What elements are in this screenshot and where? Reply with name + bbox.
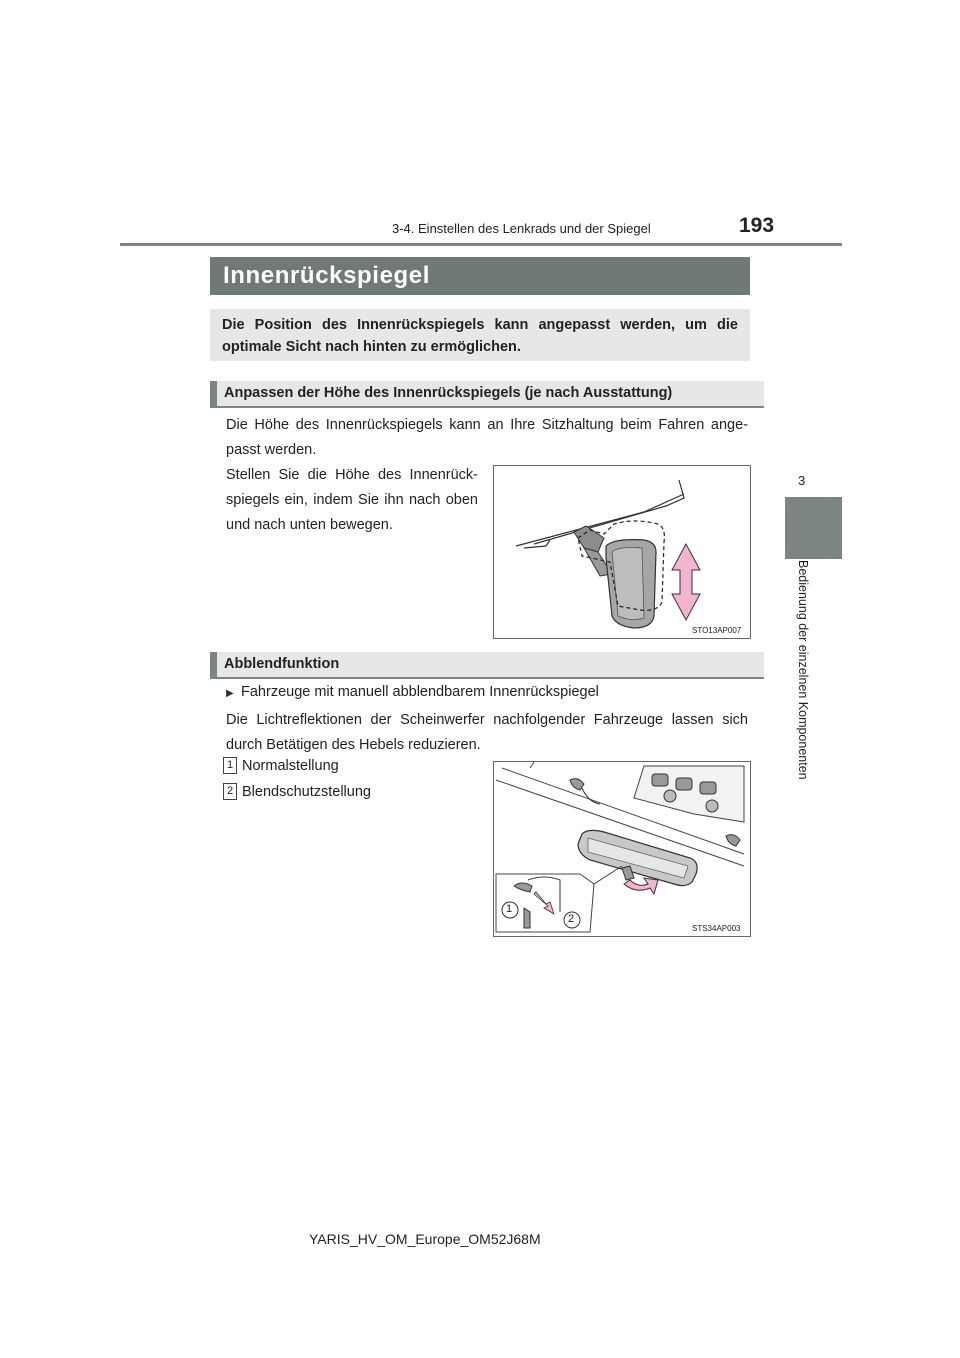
dimming-variant-label: Fahrzeuge mit manuell abblendbarem Innenrückspiegel (241, 684, 599, 700)
page-number: 193 (739, 214, 775, 237)
mirror-height-figure (493, 465, 751, 639)
chapter-tab (785, 497, 842, 559)
section-heading-height-adjust: Anpassen der Höhe des Innenrückspiegels (je nach Ausstattung) (210, 381, 764, 408)
height-adjust-description: Die Höhe des Innenrückspiegels kann an Ihre Sitzhaltung beim Fahren ange-passt werden. (226, 417, 748, 458)
callout-marker-1: 1 (223, 757, 237, 774)
position-label-anti-glare: Blendschutzstellung (242, 784, 371, 800)
chapter-title: Bedienung der einzelnen Komponenten (796, 560, 810, 780)
figure-code: STS34AP003 (692, 924, 741, 933)
header-divider (120, 243, 842, 246)
mirror-height-illustration (494, 466, 750, 638)
position-label-normal: Normalstellung (242, 758, 339, 774)
figure-code: STO13AP007 (692, 626, 742, 635)
dimming-lever-figure (493, 761, 751, 937)
intro-box: Die Position des Innenrückspiegels kann angepasst werden, um die optimale Sicht nach hinten zu ermöglichen. (210, 309, 750, 361)
chapter-number: 3 (798, 473, 806, 488)
height-adjust-instruction: Stellen Sie die Höhe des Innenrück-spiegels ein, indem Sie ihn nach oben und nach unten bewegen. (226, 467, 478, 533)
figure-marker-1: 1 (506, 903, 513, 915)
document-code: YARIS_HV_OM_Europe_OM52J68M (309, 1231, 541, 1247)
figure-marker-2: 2 (568, 913, 575, 925)
running-header-section: 3-4. Einstellen des Lenkrads und der Spiegel (392, 221, 651, 236)
page-title: Innenrückspiegel (210, 257, 750, 295)
section-heading-dimming: Abblendfunktion (210, 652, 764, 679)
dimming-lever-illustration (494, 762, 750, 936)
dimming-description: Die Lichtreflektionen der Scheinwerfer nachfolgender Fahrzeuge lassen sich durch Betätigen des Hebels reduzieren. (226, 712, 748, 753)
bullet-arrow-icon: ▶ (226, 688, 234, 699)
callout-marker-2: 2 (223, 783, 237, 800)
